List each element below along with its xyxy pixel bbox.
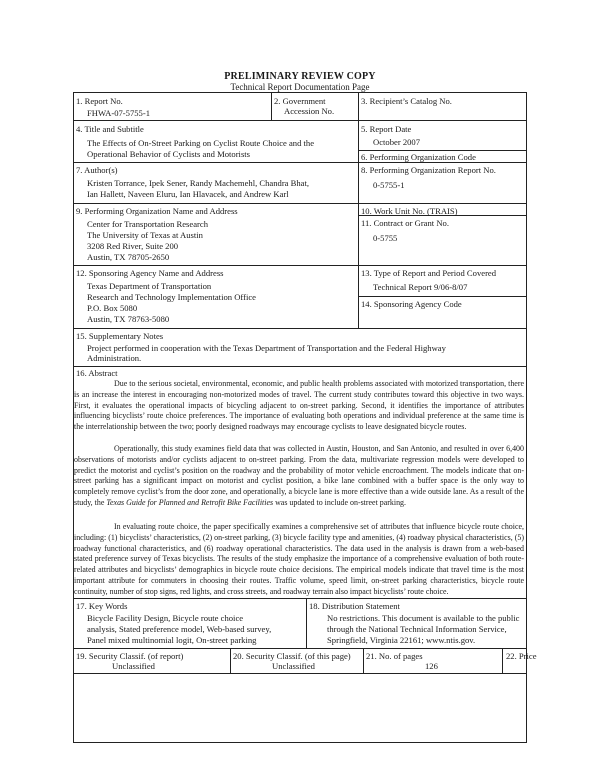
perf-org-line1: Center for Transportation Research	[87, 219, 209, 229]
sponsor-line3: P.O. Box 5080	[87, 303, 138, 313]
divider	[230, 648, 231, 673]
abstract-guide-title: Texas Guide for Planned and Retrofit Bike Facilities	[106, 497, 274, 507]
abstract-label: 16. Abstract	[76, 368, 118, 378]
report-no-label: 1. Report No.	[76, 96, 123, 106]
perf-org-name-label: 9. Performing Organization Name and Address	[76, 206, 238, 216]
abstract-p2-tail: was updated to include on-street parking.	[275, 497, 406, 507]
abstract-paragraph-1	[74, 379, 524, 433]
divider	[73, 598, 527, 599]
supplementary-line2: Administration.	[87, 353, 142, 363]
perf-org-line4: Austin, TX 78705-2650	[87, 252, 170, 262]
divider	[358, 150, 527, 151]
distribution-label: 18. Distribution Statement	[309, 601, 400, 611]
divider	[271, 92, 272, 120]
contract-value: 0-5755	[373, 233, 398, 243]
report-date-value: October 2007	[373, 137, 421, 147]
abstract-paragraph-3	[74, 522, 524, 597]
title-label: 4. Title and Subtitle	[76, 124, 144, 134]
distribution-line1: No restrictions. This document is available to the public	[327, 613, 520, 623]
gov-accession-label: 2. Government	[274, 96, 326, 106]
num-pages-value: 126	[425, 661, 438, 671]
distribution-line2: through the National Technical Information Service,	[327, 624, 507, 634]
security-page-label: 20. Security Classif. (of this page)	[233, 651, 351, 661]
contract-label: 11. Contract or Grant No.	[361, 218, 449, 228]
price-label: 22. Price	[506, 651, 537, 661]
report-type-value: Technical Report 9/06-8/07	[373, 282, 468, 292]
divider	[363, 648, 364, 673]
divider	[73, 648, 527, 649]
key-words-line1: Bicycle Facility Design, Bicycle route choice	[87, 613, 244, 623]
abstract-p2-text: Operationally, this study examines field data that was collected in Austin, Houston, and San Antonio, and resulted in over 6,400 observations of motorists and/or cyclists adjacent to on-street parking. From the data, multivariate regression models were developed to predict the motorist and cyclist’s position on the roadway and the probability of motor vehicle encroachment. The models indicate that on-street parking has a significant impact on motorist and cyclist position, a bike lane combined with a buffer space is the only way to completely remove cyclist’s from the door zone, and operationally, a bicycle lane is more effective than a wide outside lane. As a result of the study, the	[74, 444, 524, 507]
authors-label: 7. Author(s)	[76, 165, 118, 175]
report-date-label: 5. Report Date	[361, 124, 412, 134]
distribution-line3: Springfield, Virginia 22161; www.ntis.gov.	[327, 635, 476, 645]
gov-accession-label-line2: Accession No.	[284, 106, 335, 116]
divider	[73, 265, 527, 266]
report-no-value: FHWA-07-5755-1	[87, 108, 151, 118]
sponsor-line1: Texas Department of Transportation	[87, 281, 212, 291]
sponsor-code-label: 14. Sponsoring Agency Code	[361, 299, 462, 309]
key-words-line2: analysis, Stated preference model, Web-based survey,	[87, 624, 272, 634]
security-report-value: Unclassified	[112, 661, 155, 671]
work-unit-label: 10. Work Unit No. (TRAIS)	[361, 206, 458, 216]
num-pages-label: 21. No. of pages	[366, 651, 423, 661]
report-title-line1: The Effects of On-Street Parking on Cyclist Route Choice and the	[87, 138, 315, 148]
authors-line2: Ian Hallett, Naveen Eluru, Ian Hlavacek, and Andrew Karl	[87, 189, 289, 199]
document-subtitle: Technical Report Documentation Page	[230, 82, 370, 92]
abstract-p3-text: In evaluating route choice, the paper specifically examines a comprehensive set of attributes that influence bicycle route choice, including: (1) bicyclists’ characteristics, (2) on-street parking, (3) bicycle facility type and amenities, (4) roadway physical characteristics, (5) roadway functional characteristics, and (6) roadway operational characteristics. The data used in the analysis is drawn from a web-based stated preference survey of Texas bicyclists. The results of the study emphasize the importance of a comprehensive evaluation of both route-related attributes and bicyclists’ demographics in bicycle route choice decisions. The empirical models indicate that travel time is the most important attribute for commuters in choosing their routes. Traffic volume, speed limit, on-street parking characteristics, bicycle route continuity, number of stop signs, red lights, and cross streets, and roadway terrain also impact bicyclists’ route choice.	[74, 522, 524, 596]
abstract-p1-text: Due to the serious societal, environmental, economic, and public health problems associated with motorized transportation, there is an increase the interest in encouraging non-motorized modes of travel. The current study contributes toward this objective in two ways. First, it evaluates the operational impacts of bicycling adjacent to on-street parking. Second, it identifies the importance of attributes influencing bicyclists’ route choice preferences. The importance of evaluating both operations and individual preference at the same time is the interrelationship between the two; poorly designed roadways may encourage cyclists to leave designated bicycle routes.	[74, 379, 524, 431]
security-report-label: 19. Security Classif. (of report)	[76, 651, 184, 661]
divider	[73, 673, 527, 674]
security-page-value: Unclassified	[272, 661, 315, 671]
divider	[306, 598, 307, 648]
supplementary-label: 15. Supplementary Notes	[76, 331, 164, 341]
perf-org-line2: The University of Texas at Austin	[87, 230, 203, 240]
sponsor-line2: Research and Technology Implementation Office	[87, 292, 256, 302]
perf-org-code-label: 6. Performing Organization Code	[361, 152, 476, 162]
divider	[73, 366, 527, 367]
report-type-label: 13. Type of Report and Period Covered	[361, 268, 497, 278]
document-title: PRELIMINARY REVIEW COPY	[224, 71, 376, 82]
perf-org-report-label: 8. Performing Organization Report No.	[361, 165, 496, 175]
abstract-paragraph-2	[74, 444, 524, 509]
perf-org-report-value: 0-5755-1	[373, 180, 405, 190]
catalog-no-label: 3. Recipient’s Catalog No.	[361, 96, 452, 106]
report-title-line2: Operational Behavior of Cyclists and Motorists	[87, 149, 251, 159]
divider	[73, 203, 527, 204]
perf-org-line3: 3208 Red River, Suite 200	[87, 241, 179, 251]
divider	[73, 120, 527, 121]
sponsor-line4: Austin, TX 78763-5080	[87, 314, 170, 324]
authors-line1: Kristen Torrance, Ipek Sener, Randy Machemehl, Chandra Bhat,	[87, 178, 310, 188]
divider	[358, 92, 359, 328]
sponsor-label: 12. Sponsoring Agency Name and Address	[76, 268, 224, 278]
key-words-label: 17. Key Words	[76, 601, 128, 611]
supplementary-line1: Project performed in cooperation with the Texas Department of Transportation and the Federal Highway	[87, 343, 446, 353]
divider	[73, 328, 527, 329]
divider	[502, 648, 503, 673]
divider	[73, 162, 527, 163]
key-words-line3: Panel mixed multinomial logit, On-street parking	[87, 635, 257, 645]
divider	[358, 296, 527, 297]
